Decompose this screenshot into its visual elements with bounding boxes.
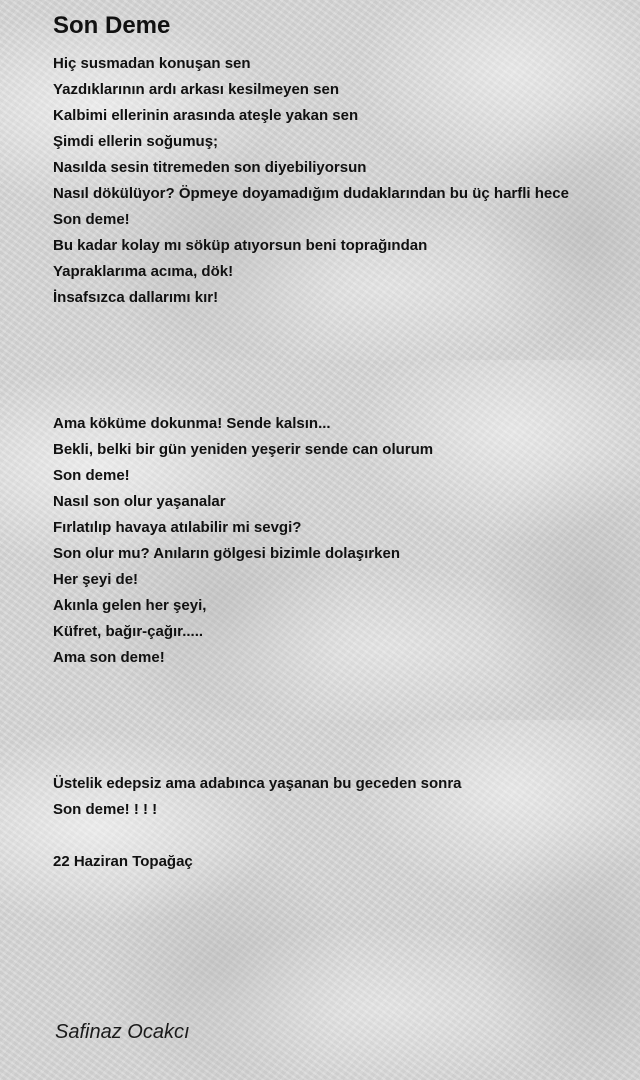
poem-line: Ama son deme! [53, 649, 165, 666]
stanza-3 [53, 771, 462, 823]
poem-line: Son deme! [53, 467, 130, 484]
poem-line: Kalbimi ellerinin arasında ateşle yakan sen [53, 107, 359, 124]
poem-line: Yazdıklarının ardı arkası kesilmeyen sen [53, 81, 339, 98]
poem-line: Ama köküme dokunma! Sende kalsın... [53, 415, 331, 432]
poem-line: Bu kadar kolay mı söküp atıyorsun beni toprağından [53, 237, 428, 254]
poem-line: Her şeyi de! [53, 571, 139, 588]
poem-author: Safinaz Ocakcı [55, 1021, 190, 1043]
poem-line: Akınla gelen her şeyi, [53, 597, 207, 614]
poem-line: Üstelik edepsiz ama adabınca yaşanan bu geceden sonra [53, 775, 462, 792]
poem-date-place: 22 Haziran Topağaç [53, 853, 193, 870]
poem-line: İnsafsızca dallarımı kır! [53, 289, 219, 306]
stanza-1 [53, 51, 569, 311]
poem-line: Bekli, belki bir gün yeniden yeşerir sende can olurum [53, 441, 434, 458]
poem-line: Nasıl dökülüyor? Öpmeye doyamadığım dudaklarından bu üç harfli hece [53, 185, 569, 202]
poem-line: Nasıl son olur yaşanalar [53, 493, 226, 510]
poem-line: Şimdi ellerin soğumuş; [53, 133, 219, 150]
poem-line: Küfret, bağır-çağır..... [53, 623, 204, 640]
poem-line: Son deme! ! ! ! [53, 801, 158, 818]
poem-title: Son Deme [53, 12, 171, 39]
poem-line: Yapraklarıma acıma, dök! [53, 263, 234, 280]
poem-line: Son deme! [53, 211, 130, 228]
stanza-2 [53, 411, 433, 671]
poem-line: Fırlatılıp havaya atılabilir mi sevgi? [53, 519, 302, 536]
poem-line: Son olur mu? Anıların gölgesi bizimle dolaşırken [53, 545, 400, 562]
poem-line: Hiç susmadan konuşan sen [53, 55, 251, 72]
poem-line: Nasılda sesin titremeden son diyebiliyorsun [53, 159, 367, 176]
